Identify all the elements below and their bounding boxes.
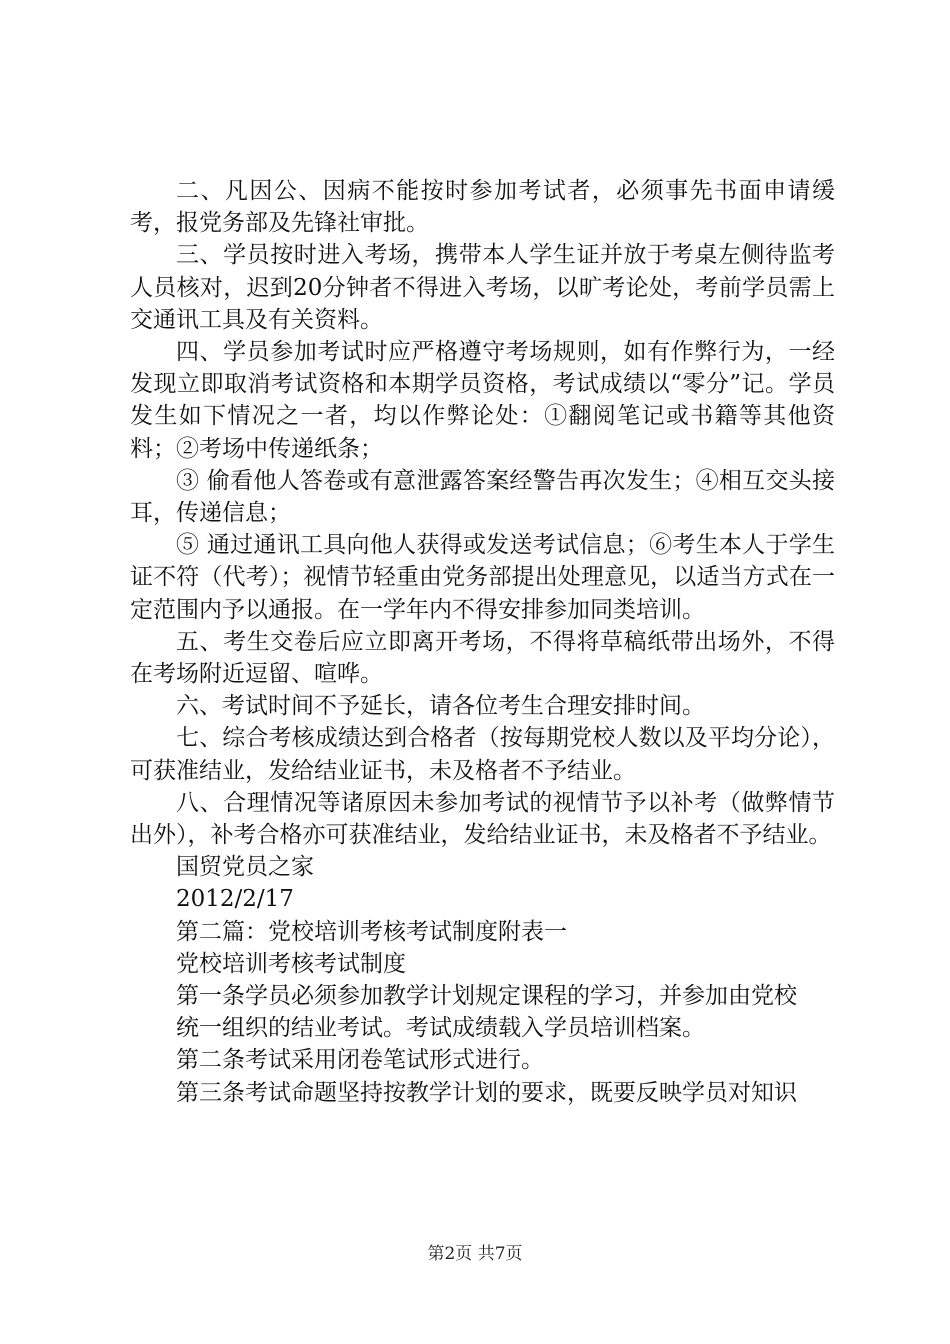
- paragraph: 第一条学员必须参加教学计划规定课程的学习，并参加由党校: [176, 983, 797, 1010]
- paragraph: 二、凡因公、因病不能按时参加考试者，必须事先书面申请缓考，报党务部及先锋社审批。: [130, 178, 835, 237]
- paragraph: 三、学员按时进入考场，携带本人学生证并放于考桌左侧待监考人员核对，迟到20分钟者不得进入考场，以旷考论处，考前学员需上交通讯工具及有关资料。: [130, 242, 835, 333]
- page-footer: 第2页 共7页: [427, 1244, 523, 1264]
- paragraph: 党校培训考核考试制度: [176, 950, 406, 977]
- paragraph: 八、合理情况等诸原因未参加考试的视情节予以补考（做弊情节出外），补考合格亦可获准结业，发给结业证书，未及格者不予结业。: [130, 789, 835, 849]
- paragraph: 四、学员参加考试时应严格遵守考场规则，如有作弊行为，一经发现立即取消考试资格和本期学员资格，考试成绩以“零分”记。学员发生如下情况之一者，均以作弊论处：①翻阅笔记或书籍等其他资料；②考场中传递纸条；: [130, 339, 835, 462]
- paragraph: 五、考生交卷后应立即离开考场，不得将草稿纸带出场外，不得在考场附近逗留、喧哗。: [130, 628, 835, 688]
- paragraph: 2012/2/17: [176, 886, 294, 913]
- paragraph: 国贸党员之家: [176, 854, 314, 881]
- paragraph: 统一组织的结业考试。考试成绩载入学员培训档案。: [176, 1015, 705, 1042]
- paragraph: 七、综合考核成绩达到合格者（按每期党校人数以及平均分论），可获准结业，发给结业证书，未及格者不予结业。: [130, 725, 835, 784]
- paragraph: ⑤ 通过通讯工具向他人获得或发送考试信息；⑥考生本人于学生证不符（代考）；视情节轻重由党务部提出处理意见，以适当方式在一定范围内予以通报。在一学年内不得安排参加同类培训。: [130, 532, 835, 623]
- paragraph: 六、考试时间不予延长，请各位考生合理安排时间。: [176, 693, 705, 720]
- paragraph: 第二条考试采用闭卷笔试形式进行。: [176, 1047, 544, 1074]
- paragraph: 第三条考试命题坚持按教学计划的要求，既要反映学员对知识: [176, 1079, 797, 1106]
- document-body: [130, 175, 835, 1109]
- paragraph: 第二篇：党校培训考核考试制度附表一: [176, 918, 567, 945]
- paragraph: ③ 偷看他人答卷或有意泄露答案经警告再次发生；④相互交头接耳，传递信息；: [130, 467, 835, 527]
